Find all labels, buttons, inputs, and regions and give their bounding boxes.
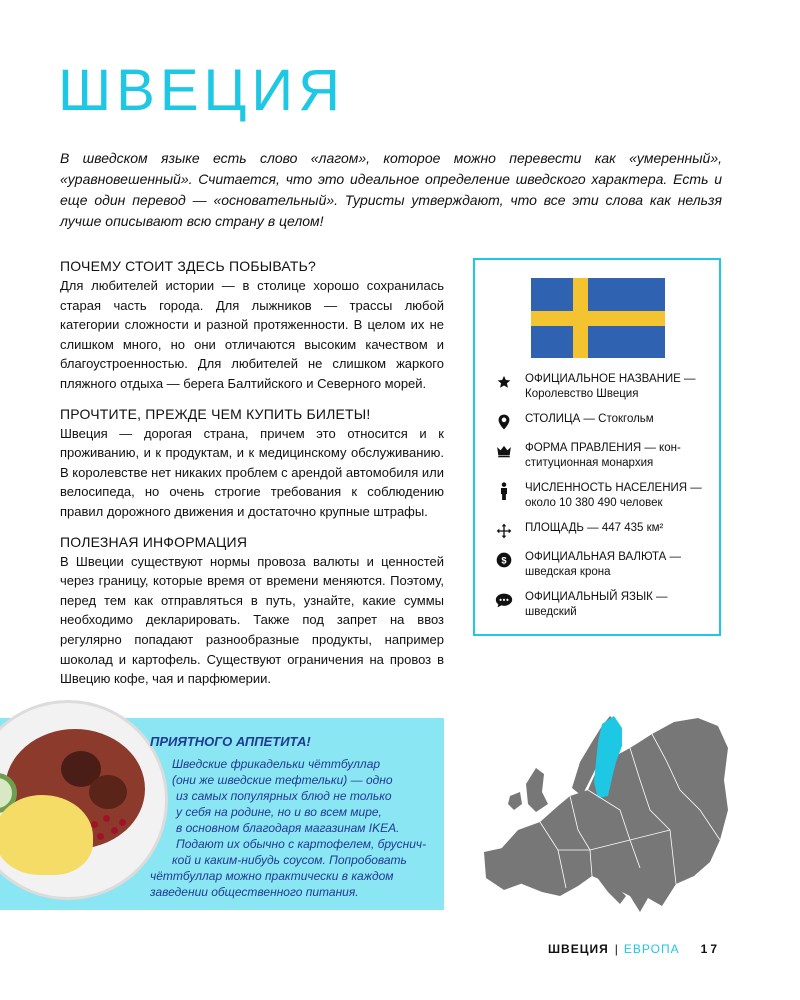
food-line: в основном благодаря магазинам IKEA.: [176, 821, 400, 835]
person-icon: [495, 482, 513, 500]
svg-text:$: $: [501, 555, 507, 566]
map-uk: [526, 768, 548, 812]
fact-language: [495, 590, 717, 620]
fact-government: [495, 441, 717, 471]
page-footer: [548, 942, 728, 956]
area-arrows-icon: [495, 522, 513, 540]
fact-label: ФОРМА ПРАВЛЕНИЯ — кон-: [525, 442, 681, 454]
food-sidebar-text: [150, 733, 440, 900]
section-body: Швеция — дорогая страна, причем это относится и к проживанию, и к продуктам, и к медицинскому обслуживанию. В королевстве нет никаких проблем с арендой автомобиля или велосипеда, но очень строгие требования к соблюдению правил дорожного движения и достаточно крупные штрафы.: [60, 425, 444, 519]
country-facts-box: [473, 258, 721, 636]
food-line: чёттбуллар можно практически в каждом: [150, 869, 394, 883]
page-number: 17: [700, 942, 720, 956]
fact-value: ституционная монархия: [525, 457, 654, 469]
fact-value: шведская крона: [525, 566, 611, 578]
europe-map: [470, 700, 732, 915]
facts-list: [495, 372, 717, 630]
footer-country: ШВЕЦИЯ: [548, 942, 609, 956]
fact-value: 447 435 км²: [601, 522, 664, 534]
fact-capital: [495, 412, 717, 431]
food-line: заведении общественного питания.: [150, 885, 359, 899]
map-ireland: [508, 792, 522, 810]
fact-population: [495, 481, 717, 511]
food-line: Подают их обычно с картофелем, бруснич-: [176, 837, 427, 851]
food-sidebar-title: ПРИЯТНОГО АППЕТИТА!: [150, 734, 311, 749]
sweden-flag: [531, 278, 665, 358]
fact-label: ОФИЦИАЛЬНАЯ ВАЛЮТА —: [525, 551, 681, 563]
fact-label: ЧИСЛЕННОСТЬ НАСЕЛЕНИЯ —: [525, 482, 702, 494]
fact-value: Королевство Швеция: [525, 388, 639, 400]
food-line: кой и каким-нибудь соусом. Попробовать: [172, 853, 407, 867]
fact-currency: [495, 550, 717, 580]
fact-value: Стокгольм: [598, 413, 654, 425]
star-icon: [495, 373, 513, 391]
food-line: у себя на родине, но и во всем мире,: [176, 805, 382, 819]
fact-area: [495, 521, 717, 540]
section-heading: ПОЧЕМУ СТОИТ ЗДЕСЬ ПОБЫВАТЬ?: [60, 258, 316, 274]
fact-value: около 10 380 490 человек: [525, 497, 663, 509]
fact-label: ПЛОЩАДЬ —: [525, 522, 602, 534]
section-heading: ПРОЧТИТЕ, ПРЕЖДЕ ЧЕМ КУПИТЬ БИЛЕТЫ!: [60, 405, 371, 422]
page-title: ШВЕЦИЯ: [58, 58, 346, 123]
fact-value: шведский: [525, 606, 577, 618]
main-column: [60, 256, 444, 699]
food-line: (они же шведские тефтельки) — одно: [172, 773, 393, 787]
footer-separator: |: [614, 942, 618, 956]
fact-official-name: [495, 372, 717, 402]
fact-label: ОФИЦИАЛЬНЫЙ ЯЗЫК —: [525, 591, 668, 603]
fact-label: СТОЛИЦА —: [525, 413, 599, 425]
section-body: Для любителей истории — в столице хорошо сохранилась старая часть города. Для лыжников — трассы любой категории сложности и разной протяженности. В целом их не слишком много, но они отличаются высоким качеством и благоустроенностью. Для любителей не слишком жаркого пляжного отдыха — берега Балтийского и Северного морей.: [60, 278, 444, 391]
footer-region: ЕВРОПА: [623, 942, 680, 956]
crown-icon: [495, 442, 513, 460]
food-sidebar-body: [150, 756, 440, 900]
intro-paragraph: В шведском языке есть слово «лагом», которое можно перевести как «умеренный», «уравновешенный». Считается, что это идеальное определение шведского характера. Есть и еще один перевод — «основательный». Туристы утверждают, что все эти слова как нельзя лучше описывают всю страну в целом!: [60, 150, 722, 229]
fact-label: ОФИЦИАЛЬНОЕ НАЗВАНИЕ —: [525, 373, 696, 385]
speech-bubble-icon: [495, 591, 513, 609]
section-heading: ПОЛЕЗНАЯ ИНФОРМАЦИЯ: [60, 533, 248, 550]
section-body: В Швеции существуют нормы провоза валюты и ценностей через границу, которые время от времени меняются. Поэтому, перед тем как отправляться в путь, узнайте, какие суммы необходимо декларировать. Также под запрет на ввоз регулярно попадают разнообразные продукты, например шоколад и картофель. Существуют ограничения на провоз в Швецию кофе, чая и парфюмерии.: [60, 553, 444, 687]
food-line: из самых популярных блюд не только: [176, 789, 392, 803]
dollar-icon: [495, 551, 513, 569]
location-pin-icon: [495, 413, 513, 431]
food-line: Шведские фрикадельки чёттбуллар: [172, 757, 381, 771]
